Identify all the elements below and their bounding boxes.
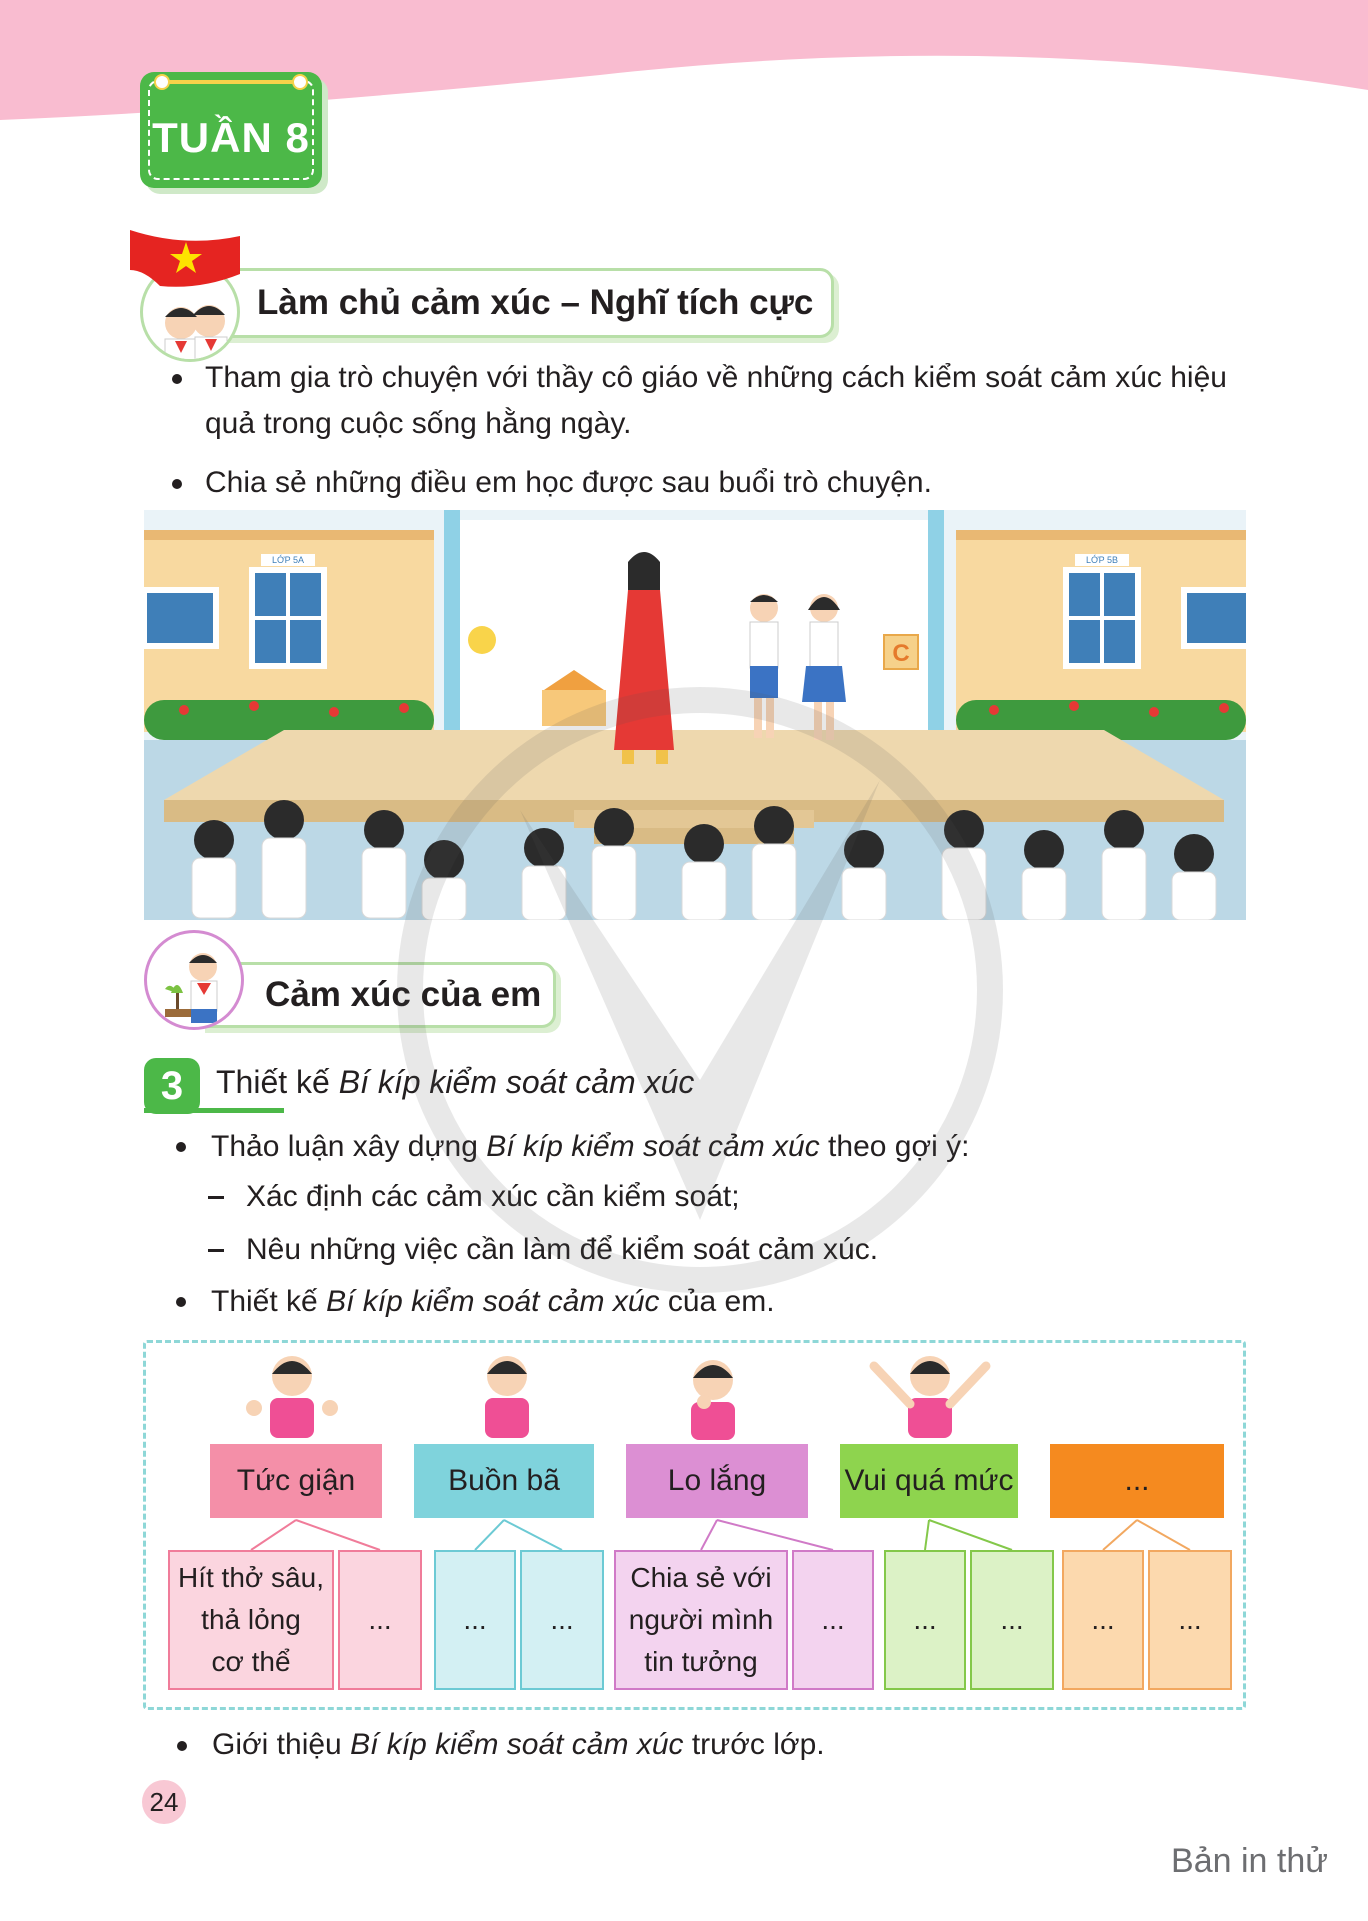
activity-bullet-2-italic: Bí kíp kiểm soát cảm xúc	[326, 1285, 660, 1318]
connector-line	[929, 1520, 1012, 1550]
angry-girl-icon	[240, 1346, 344, 1442]
activity-bullet-1-suffix: theo gợi ý:	[819, 1130, 970, 1163]
dash-marker	[208, 1249, 224, 1252]
connector-line	[504, 1520, 562, 1550]
bullet-text-2: Chia sẻ những điều em học được sau buổi trò chuyện.	[205, 466, 932, 499]
letter-block-text: C	[892, 640, 910, 667]
bullet-dot	[172, 479, 182, 489]
emotion-box	[840, 1444, 1018, 1518]
activity-bullet-2-suffix: của em.	[659, 1285, 775, 1318]
bullet-dot	[172, 374, 182, 384]
strategy-text-line: ...	[1091, 1604, 1115, 1635]
strategy-box	[1148, 1550, 1232, 1690]
strategy-box	[434, 1550, 516, 1690]
excited-girl-icon	[860, 1346, 1000, 1442]
activity-bullet-3-italic: Bí kíp kiểm soát cảm xúc	[350, 1728, 684, 1761]
ring-binder-icon	[162, 80, 300, 84]
activity-bullet-1-italic: Bí kíp kiểm soát cảm xúc	[486, 1130, 820, 1163]
week-badge	[140, 72, 322, 188]
strategy-box	[520, 1550, 604, 1690]
activity-bullet-3	[212, 1722, 825, 1768]
class-sign-left-text: LỚP 5A	[271, 555, 305, 565]
emotion-label: Buồn bã	[448, 1464, 560, 1497]
emotion-box	[210, 1444, 382, 1518]
connector-line	[1103, 1520, 1137, 1550]
publisher-watermark-icon	[370, 660, 1030, 1300]
print-draft-note: Bản in thử	[1171, 1842, 1328, 1880]
strategy-text-line: ...	[1000, 1604, 1024, 1635]
connector-line	[925, 1520, 929, 1550]
emotion-label: ...	[1124, 1464, 1150, 1497]
connector-line	[1137, 1520, 1190, 1550]
section-title-1	[196, 268, 834, 338]
activity-number: 3	[144, 1058, 200, 1114]
activity-bullet-3-suffix: trước lớp.	[683, 1728, 825, 1761]
activity-bullet-1-prefix: Thảo luận xây dựng	[211, 1130, 487, 1163]
connector-line	[296, 1520, 380, 1550]
emotion-box	[626, 1444, 808, 1518]
strategy-text-line: cơ thể	[211, 1646, 291, 1677]
strategy-text-line: ...	[550, 1604, 574, 1635]
class-sign-right-text: LỚP 5B	[1085, 555, 1119, 565]
emotion-label: Tức giận	[236, 1464, 356, 1497]
emotion-box	[1050, 1444, 1224, 1518]
dash-item-2: Nêu những việc cần làm để kiểm soát cảm xúc.	[246, 1233, 879, 1266]
strategy-box	[614, 1550, 788, 1690]
week-label: TUẦN 8	[152, 114, 310, 161]
bullet-dot	[176, 1142, 186, 1152]
emotion-label: Lo lắng	[667, 1464, 767, 1497]
strategy-text-line: ...	[821, 1604, 845, 1635]
activity-bullet-3-prefix: Giới thiệu	[212, 1728, 351, 1761]
child-watering-plant-icon	[144, 930, 244, 1030]
dash-item-1: Xác định các cảm xúc cần kiểm soát;	[246, 1180, 740, 1213]
strategy-text-line: ...	[1178, 1604, 1202, 1635]
section-title-2-text: Cảm xúc của em	[265, 975, 542, 1014]
strategy-text-line: người mình	[628, 1604, 774, 1635]
bullet-text-1-line1: Tham gia trò chuyện với thầy cô giáo về những cách kiểm soát cảm xúc hiệu	[205, 361, 1227, 394]
activity-bullet-2-prefix: Thiết kế	[211, 1285, 327, 1318]
emotion-label: Vui quá mức	[844, 1464, 1014, 1497]
vietnam-flag-icon	[130, 230, 240, 294]
connector-line	[475, 1520, 504, 1550]
activity-title-prefix: Thiết kế	[216, 1064, 339, 1100]
strategy-box	[884, 1550, 966, 1690]
strategy-text-line: ...	[368, 1604, 392, 1635]
activity-title-italic: Bí kíp kiểm soát cảm xúc	[338, 1064, 695, 1100]
sad-girl-icon	[462, 1346, 552, 1442]
dash-marker	[208, 1196, 224, 1199]
strategy-box	[168, 1550, 334, 1690]
emotion-box	[414, 1444, 594, 1518]
worried-girl-icon	[668, 1350, 758, 1442]
strategy-box	[1062, 1550, 1144, 1690]
bullet-text-1	[205, 355, 1255, 447]
strategy-box	[338, 1550, 422, 1690]
strategy-text-line: Hít thở sâu,	[178, 1562, 324, 1593]
connector-line	[701, 1520, 717, 1550]
strategy-box	[970, 1550, 1054, 1690]
strategy-text-line: thả lỏng	[201, 1604, 301, 1635]
strategy-box	[792, 1550, 874, 1690]
connector-line	[251, 1520, 296, 1550]
strategy-text-line: ...	[463, 1604, 487, 1635]
strategy-text-line: Chia sẻ với	[630, 1562, 772, 1593]
connector-line	[717, 1520, 833, 1550]
diagram-connectors	[0, 1518, 1368, 1552]
activity-underline	[144, 1108, 284, 1113]
bullet-dot	[177, 1741, 187, 1751]
bullet-text-1-line2: quả trong cuộc sống hằng ngày.	[205, 407, 632, 440]
strategy-text-line: ...	[913, 1604, 937, 1635]
bullet-dot	[176, 1297, 186, 1307]
section-title-1-text: Làm chủ cảm xúc – Nghĩ tích cực	[257, 283, 814, 322]
page-number: 24	[142, 1780, 186, 1824]
strategy-text-line: tin tưởng	[644, 1646, 758, 1677]
